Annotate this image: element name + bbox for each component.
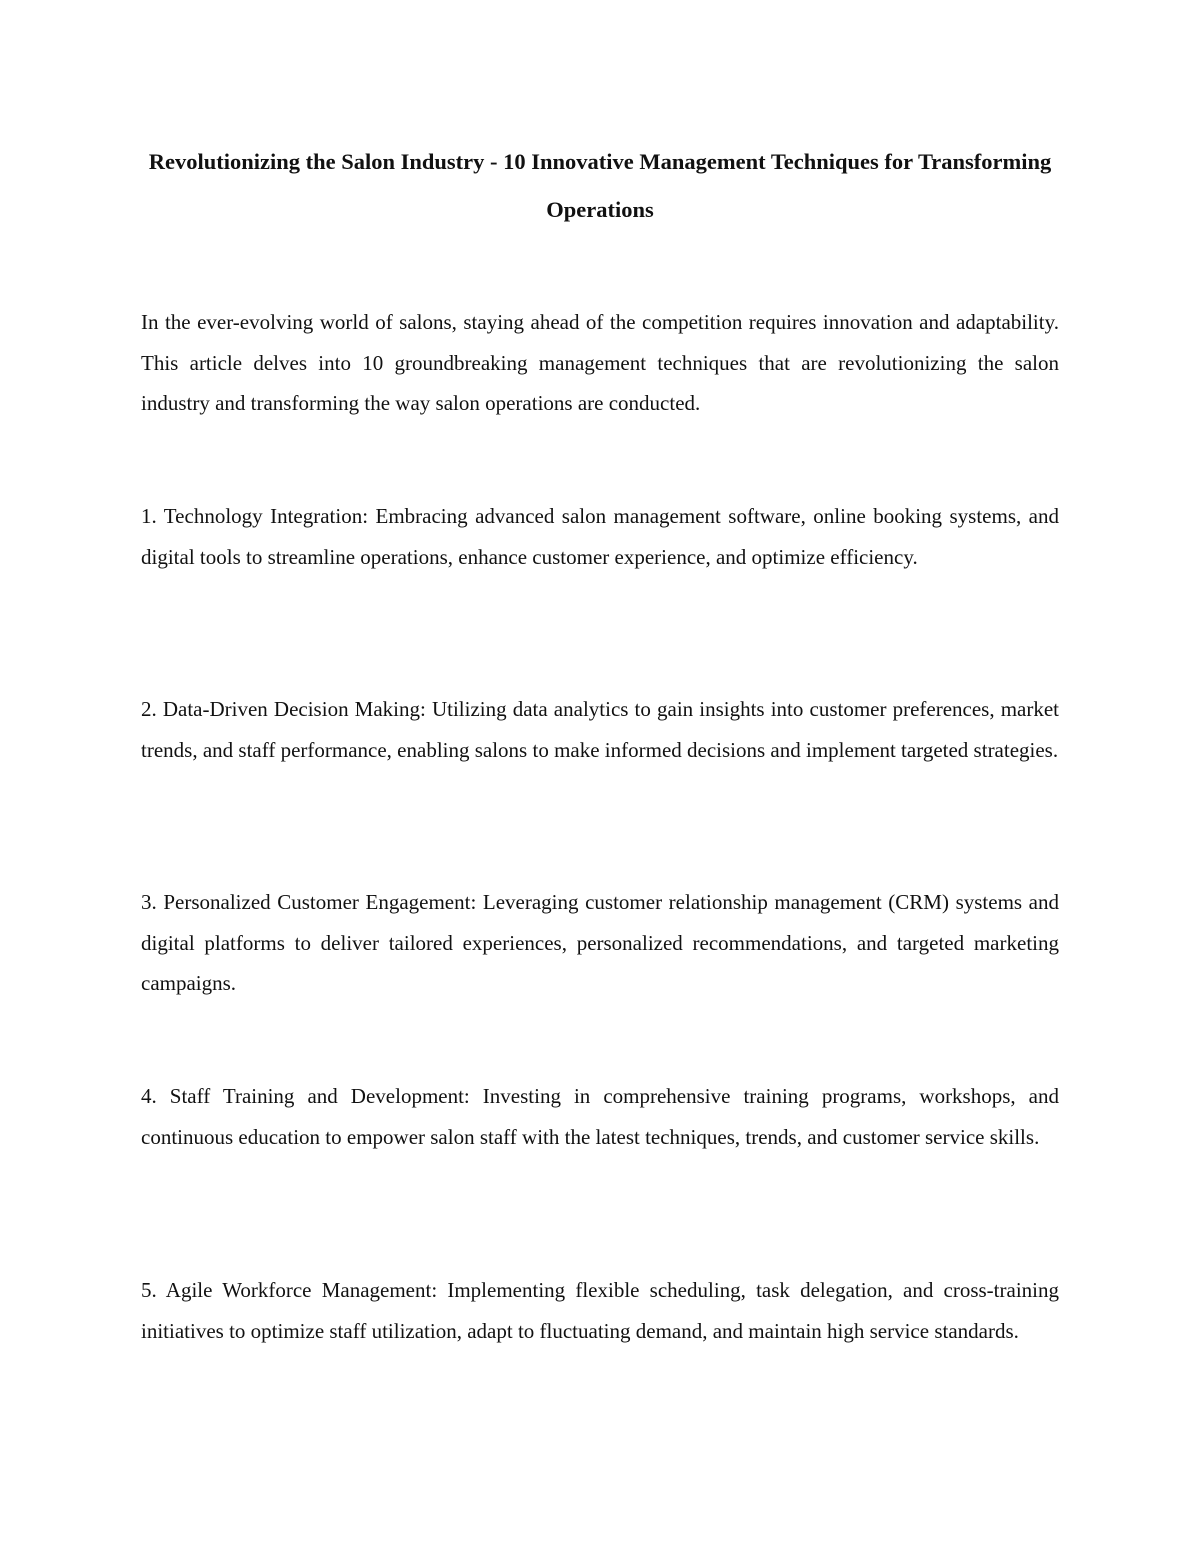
list-item-data-driven-decision-making: 2. Data-Driven Decision Making: Utilizing data analytics to gain insights into customer preferences, market trends, and staff performance, enabling salons to make informed decisions and implement targeted strategies.: [141, 697, 1059, 762]
document-title: Revolutionizing the Salon Industry - 10 Innovative Management Techniques for Transforming Operations: [148, 149, 1052, 222]
list-item-staff-training-and-development: 4. Staff Training and Development: Investing in comprehensive training programs, workshops, and continuous education to empower salon staff with the latest techniques, trends, and customer service skills.: [141, 1084, 1059, 1149]
list-item-personalized-customer-engagement: 3. Personalized Customer Engagement: Leveraging customer relationship management (CRM) systems and digital platforms to deliver tailored experiences, personalized recommendations, and targeted marketing campaigns.: [141, 890, 1059, 995]
list-item-technology-integration: 1. Technology Integration: Embracing advanced salon management software, online booking systems, and digital tools to streamline operations, enhance customer experience, and optimize efficiency.: [141, 504, 1059, 569]
list-item-agile-workforce-management: 5. Agile Workforce Management: Implementing flexible scheduling, task delegation, and cross-training initiatives to optimize staff utilization, adapt to fluctuating demand, and maintain high service standards.: [141, 1278, 1059, 1343]
intro-paragraph: In the ever-evolving world of salons, staying ahead of the competition requires innovation and adaptability. This article delves into 10 groundbreaking management techniques that are revolutionizing the salon industry and transforming the way salon operations are conducted.: [141, 310, 1059, 415]
